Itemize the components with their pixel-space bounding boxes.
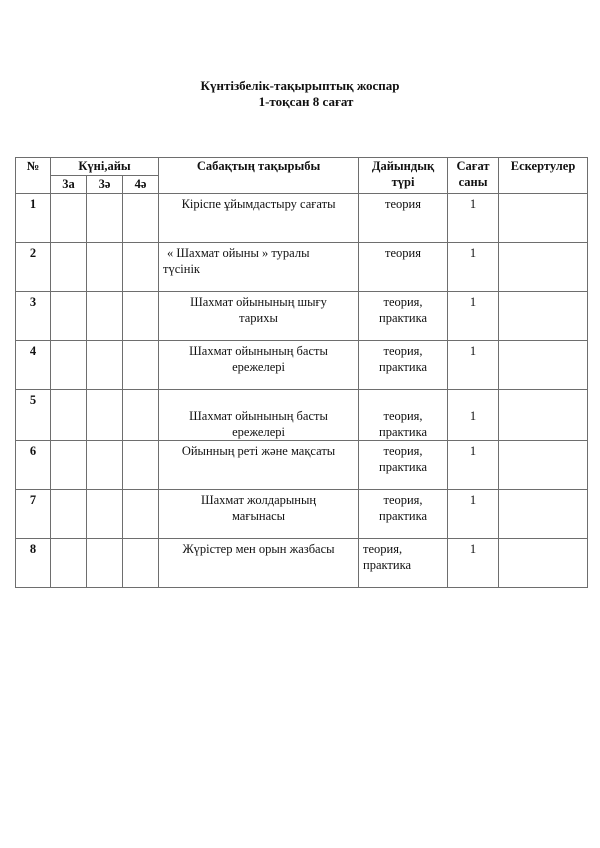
table-row <box>16 441 588 490</box>
document-title: Күнтізбелік-тақырыптық жоспар <box>200 78 400 93</box>
hours-cell: 1 <box>448 390 499 441</box>
date-cell <box>123 243 159 292</box>
type-line2: практика <box>379 460 428 474</box>
document-subtitle: 1-тоқсан 8 сағат <box>258 94 354 109</box>
hours-cell: 1 <box>448 194 499 243</box>
topic-line1: Ойынның реті және мақсаты <box>181 444 336 458</box>
row-num: 2 <box>16 243 51 292</box>
date-cell <box>123 194 159 243</box>
type-line1: теория, <box>383 444 423 458</box>
type-line1: теория, <box>383 493 423 507</box>
topic-cell <box>159 490 359 539</box>
type-cell <box>359 341 448 390</box>
type-line2: практика <box>379 360 428 374</box>
header-date-3a: 3а <box>51 176 87 194</box>
type-cell <box>359 292 448 341</box>
header-date: Күні,айы <box>51 158 159 176</box>
hours-cell: 1 <box>448 539 499 588</box>
type-line1: теория <box>385 246 421 260</box>
date-cell <box>51 292 87 341</box>
notes-cell <box>499 243 588 292</box>
table-row <box>16 390 588 441</box>
row-num: 3 <box>16 292 51 341</box>
topic-cell <box>159 539 359 588</box>
hours-cell: 1 <box>448 441 499 490</box>
row-num: 7 <box>16 490 51 539</box>
row-num: 1 <box>16 194 51 243</box>
header-type-line2: түрі <box>391 175 415 189</box>
type-line1: теория, <box>383 344 423 358</box>
notes-cell <box>499 194 588 243</box>
topic-line2: мағынасы <box>231 509 286 523</box>
header-type-line1: Дайындық <box>371 159 435 173</box>
type-cell <box>359 390 448 441</box>
header-notes: Ескертулер <box>499 158 588 194</box>
topic-line1: Шахмат ойынының шығу <box>190 295 327 309</box>
type-line2: практика <box>379 509 428 523</box>
date-cell <box>51 243 87 292</box>
date-cell <box>123 539 159 588</box>
hours-cell: 1 <box>448 341 499 390</box>
header-topic: Сабақтың тақырыбы <box>159 158 359 194</box>
table-row <box>16 243 588 292</box>
hours-cell: 1 <box>448 243 499 292</box>
date-cell <box>51 194 87 243</box>
header-type <box>359 158 448 194</box>
type-cell <box>359 441 448 490</box>
row-num: 8 <box>16 539 51 588</box>
topic-line2: ережелері <box>232 425 285 439</box>
date-cell <box>87 243 123 292</box>
type-line1: теория, <box>383 409 423 423</box>
notes-cell <box>499 490 588 539</box>
topic-line1: Шахмат жолдарының <box>201 493 317 507</box>
topic-cell <box>159 194 359 243</box>
date-cell <box>51 341 87 390</box>
notes-cell <box>499 390 588 441</box>
notes-cell <box>499 341 588 390</box>
notes-cell <box>499 292 588 341</box>
header-hours <box>448 158 499 194</box>
table-row <box>16 539 588 588</box>
type-line2: практика <box>379 311 428 325</box>
row-num: 5 <box>16 390 51 441</box>
date-cell <box>51 390 87 441</box>
topic-line1: « Шахмат ойыны » туралы <box>167 246 310 260</box>
topic-line2: түсінік <box>163 262 201 276</box>
hours-cell: 1 <box>448 292 499 341</box>
hours-cell: 1 <box>448 490 499 539</box>
date-cell <box>123 490 159 539</box>
date-cell <box>87 441 123 490</box>
header-hours-line2: саны <box>458 175 488 189</box>
date-cell <box>51 490 87 539</box>
type-line1: теория <box>385 197 421 211</box>
date-cell <box>87 490 123 539</box>
date-cell <box>123 292 159 341</box>
table-row <box>16 341 588 390</box>
date-cell <box>87 341 123 390</box>
date-cell <box>123 341 159 390</box>
topic-line1: Кіріспе ұйымдастыру сағаты <box>181 197 336 211</box>
type-line2: практика <box>363 558 412 572</box>
table-row <box>16 490 588 539</box>
date-cell <box>123 390 159 441</box>
table-row <box>16 194 588 243</box>
date-cell <box>87 194 123 243</box>
date-cell <box>123 441 159 490</box>
date-cell <box>87 539 123 588</box>
header-row <box>16 158 588 176</box>
topic-cell <box>159 441 359 490</box>
topic-line1: Жүрістер мен орын жазбасы <box>182 542 335 556</box>
header-date-3ae: 3ә <box>87 176 123 194</box>
table-row <box>16 292 588 341</box>
type-cell <box>359 194 448 243</box>
topic-cell <box>159 292 359 341</box>
notes-cell <box>499 441 588 490</box>
header-num: № <box>16 158 51 194</box>
type-cell <box>359 490 448 539</box>
type-cell <box>359 243 448 292</box>
type-line2: практика <box>379 425 428 439</box>
header-date-4ae: 4ә <box>123 176 159 194</box>
topic-line2: ережелері <box>232 360 285 374</box>
notes-cell <box>499 539 588 588</box>
topic-cell <box>159 390 359 441</box>
type-cell <box>359 539 448 588</box>
date-cell <box>51 441 87 490</box>
lesson-plan-table <box>15 157 588 588</box>
row-num: 4 <box>16 341 51 390</box>
type-line1: теория, <box>383 295 423 309</box>
row-num: 6 <box>16 441 51 490</box>
topic-line1: Шахмат ойынының басты <box>189 409 328 423</box>
topic-cell <box>159 243 359 292</box>
header-hours-line1: Сағат <box>456 159 490 173</box>
date-cell <box>87 390 123 441</box>
date-cell <box>87 292 123 341</box>
topic-line2: тарихы <box>239 311 278 325</box>
type-line1: теория, <box>363 542 403 556</box>
date-cell <box>51 539 87 588</box>
topic-line1: Шахмат ойынының басты <box>189 344 328 358</box>
topic-cell <box>159 341 359 390</box>
